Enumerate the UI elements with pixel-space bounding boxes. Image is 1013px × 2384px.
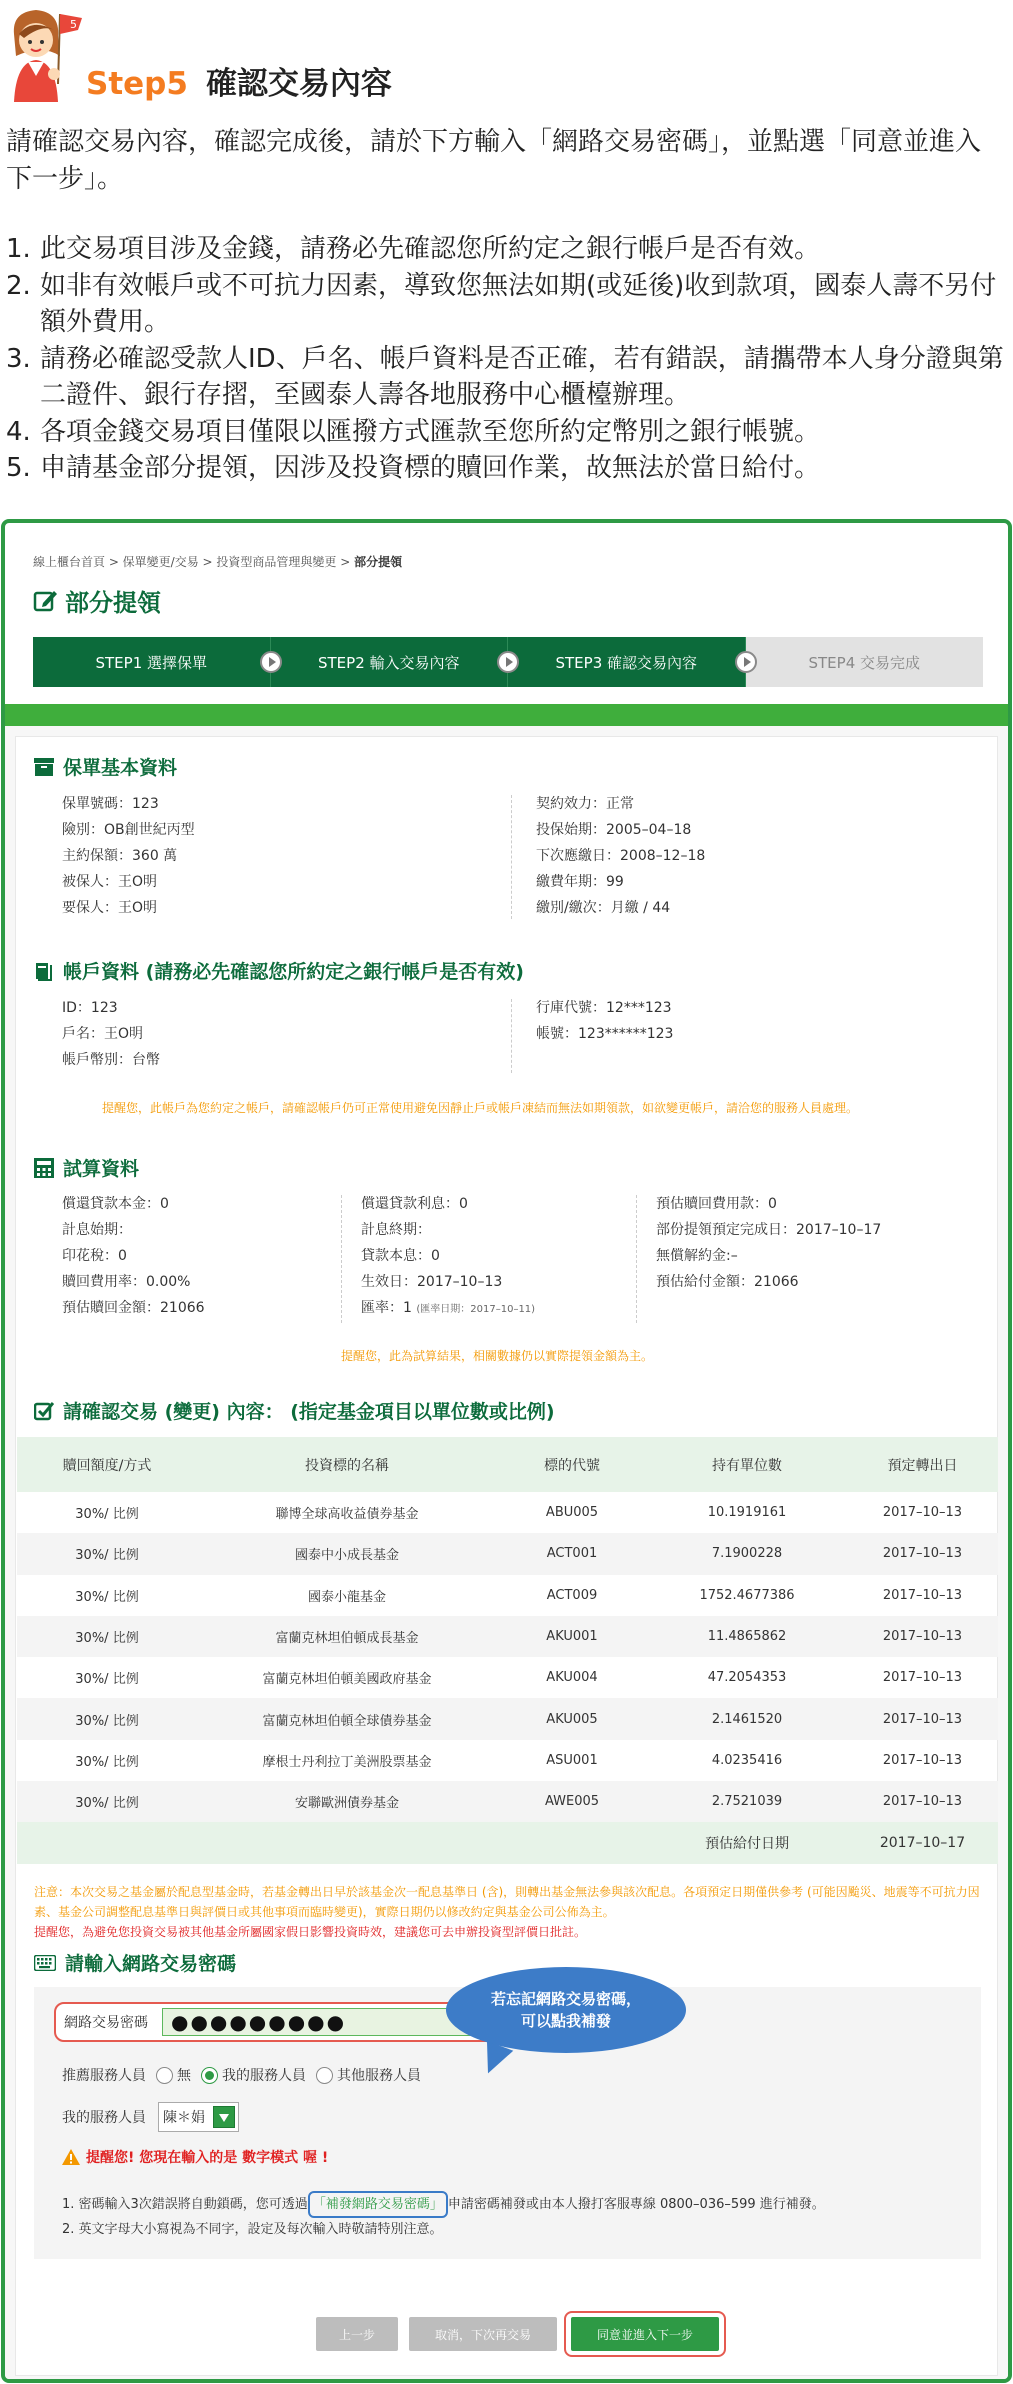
step-2: STEP2 輸入交易內容 [271,637,509,687]
step-name: 確認交易內容 [205,66,392,102]
radio-none[interactable] [156,2067,173,2084]
intro-text: 請確認交易內容，確認完成後，請於下方輸入「網路交易密碼」，並點選「同意並進入下一步」。 [6,127,982,194]
confirm-section-title: 請確認交易 (變更) 內容： (指定基金項目以單位數或比例) [34,1397,555,1424]
trial-col3: 預估贖回費用款：0 部份提領預定完成日：2017–10–17 無償解約金:– 預估給付金額：21066 [656,1196,882,1290]
step-arrow-icon [735,651,757,673]
mascot-icon [2,4,84,104]
agent-row: 我的服務人員 陳＊娟 [62,2102,239,2132]
tutorial-intro [0,0,1013,505]
rule-item: 4. 各項金錢交易項目僅限以匯撥方式匯款至您所約定幣別之銀行帳號。 [6,416,821,447]
rule-item: 1. 此交易項目涉及金錢，請務必先確認您所約定之銀行帳戶是否有效。 [6,234,821,264]
table-row: 30%/ 比例 聯博全球高收益債券基金 ABU005 10.1919161 2017–10–13 [75,1505,963,1523]
policy-right: 契約效力：正常 投保始期：2005–04–18 下次應繳日：2008–12–18 繳費年期：99 繳別/繳次：月繳 / 44 [536,796,706,916]
table-row: 30%/ 比例 摩根士丹利拉丁美洲股票基金 ASU001 4.0235416 2017–10–13 [75,1752,963,1770]
agent-select[interactable]: 陳＊娟 [158,2102,239,2132]
account-right: 行庫代號：12***123 帳號：123******123 [536,1000,674,1042]
password-label: 網路交易密碼 [64,2015,148,2031]
action-buttons [16,2317,999,2357]
rule-item: 2. 如非有效帳戶或不可抗力因素，導致您無法如期(或延後)收到款項，國泰人壽不另付額外費用。 [6,270,997,337]
prev-button[interactable]: 上一步 [316,2317,398,2351]
radio-other-agent[interactable] [316,2067,333,2084]
reissue-password-link[interactable]: 「補發網路交易密碼」 [308,2191,448,2218]
help-bubble: 若忘記網路交易密碼， 可以點我補發 [446,1967,686,2053]
table-header-row: 贖回額度/方式 投資標的名稱 標的代號 持有單位數 預定轉出日 [17,1437,998,1492]
content-panel [15,736,998,2376]
table-row: 30%/ 比例 富蘭克林坦伯頓全球債券基金 AKU005 2.1461520 2017–10–13 [17,1698,998,1739]
trial-col1: 償還貸款本金：0 計息始期： 印花稅：0 贖回費用率：0.00% 預估贖回金額：21066 [62,1196,205,1316]
account-section-title: 帳戶資料 (請務必先確認您所約定之銀行帳戶是否有效) [34,957,524,984]
trial-note: 提醒您，此為試算結果，相關數據仍以實際提領金額為主。 [341,1349,654,1363]
confirm-table [17,1437,998,1864]
step-number: Step5 [86,66,188,102]
cancel-button[interactable]: 取消，下次再交易 [409,2317,557,2351]
step-arrow-icon [497,651,519,673]
breadcrumb: 線上櫃台首頁 > 保單變更/交易 > 投資型商品管理與變更 > 部分提領 [33,555,403,569]
input-mode-warning: 提醒您! 您現在輸入的是 數字模式 喔 ! [62,2147,328,2167]
table-row: 30%/ 比例 富蘭克林坦伯頓成長基金 AKU001 11.4865862 2017–10–13 [17,1616,998,1657]
step-title [86,58,392,103]
table-row: 30%/ 比例 富蘭克林坦伯頓美國政府基金 AKU004 47.2054353 2017–10–13 [75,1670,963,1688]
table-footer-row: 預估給付日期 2017–10–17 [17,1822,998,1864]
rules-list [6,231,1006,487]
password-notes: 1. 密碼輸入3次錯誤將自動鎖碼，您可透過 「補發網路交易密碼」 申請密碼補發或由本人撥打客服專線 0800–036–599 進行補發。 2. 英文字母大小寫視為不同字，設定及每次輸入時敬請特別注意。 [62,2191,825,2241]
step-3: STEP3 確認交易內容 [508,637,746,687]
radio-my-agent[interactable] [201,2067,218,2084]
password-section-title: 請輸入網路交易密碼 [34,1949,236,1976]
table-row: 30%/ 比例 國泰中小成長基金 ACT001 7.1900228 2017–10–13 [17,1533,998,1574]
svg-text:5: 5 [70,18,77,31]
account-note: 提醒您，此帳戶為您約定之帳戶，請確認帳戶仍可正常使用避免因靜止戶或帳戶凍結而無法如期領款，如欲變更帳戶，請洽您的服務人員處理。 [102,1101,859,1115]
password-input[interactable]: ●●●●●●●●● [162,2008,576,2036]
step-1: STEP1 選擇保單 [33,637,271,687]
rule-item: 5. 申請基金部分提領，因涉及投資標的贖回作業，故無法於當日給付。 [6,453,821,483]
policy-section-title: 保單基本資料 [34,753,177,780]
checkbox-icon [34,1401,54,1421]
screenshot-frame [1,519,1012,2383]
table-row: 30%/ 比例 安聯歐洲債券基金 AWE005 2.7521039 2017–10–13 [17,1781,998,1822]
warning-icon [62,2149,80,2165]
progress-steps [33,637,983,687]
step-4: STEP4 交易完成 [746,637,984,687]
keyboard-icon [34,1955,56,1971]
policy-left: 保單號碼：123 險別：OB創世紀丙型 主約保額：360 萬 被保人：王O明 要保人：王O明 [62,796,195,916]
recommend-row: 推薦服務人員 無 我的服務人員 其他服務人員 [62,2068,421,2084]
green-band [5,704,1008,726]
account-left: ID：123 戶名：王O明 帳戶幣別：台幣 [62,1000,160,1068]
rule-item: 3. 請務必確認受款人ID、戶名、帳戶資料是否正確，若有錯誤，請攜帶本人身分證與第二證件、銀行存摺，至國泰人壽各地服務中心櫃檯辦理。 [6,343,1004,410]
dropdown-icon [213,2106,235,2128]
trial-section-title: 試算資料 [34,1154,139,1181]
step-arrow-icon [260,651,282,673]
book-icon [34,961,54,981]
page-title: 部分提領 [33,583,161,618]
archive-icon [34,758,54,776]
table-row: 30%/ 比例 國泰小龍基金 ACT009 1752.4677386 2017–10–13 [75,1587,963,1605]
warning-notes: 注意：本次交易之基金屬於配息型基金時，若基金轉出日早於該基金次一配息基準日 (含)，則轉出基金無法參與該次配息。各項預定日期僅供參考 (可能因颱災、地震等不可抗力因素、基金公司調整配息基準日與評價日或其他事項而臨時變更)，實際日期仍以修改約定與基金公司公佈為主。 提醒您，為避免您投資交易被其他基金所屬國家假日影響投資時效，建議您可去申辦投資型評價日批註。 [34,1885,980,1939]
agree-next-button[interactable]: 同意並進入下一步 [571,2317,719,2351]
edit-icon [33,588,59,614]
trial-col2: 償還貸款利息：0 計息終期： 貸款本息：0 生效日：2017–10–13 匯率：1 (匯率日期：2017–10–11) [361,1196,536,1316]
calculator-icon [34,1158,54,1178]
